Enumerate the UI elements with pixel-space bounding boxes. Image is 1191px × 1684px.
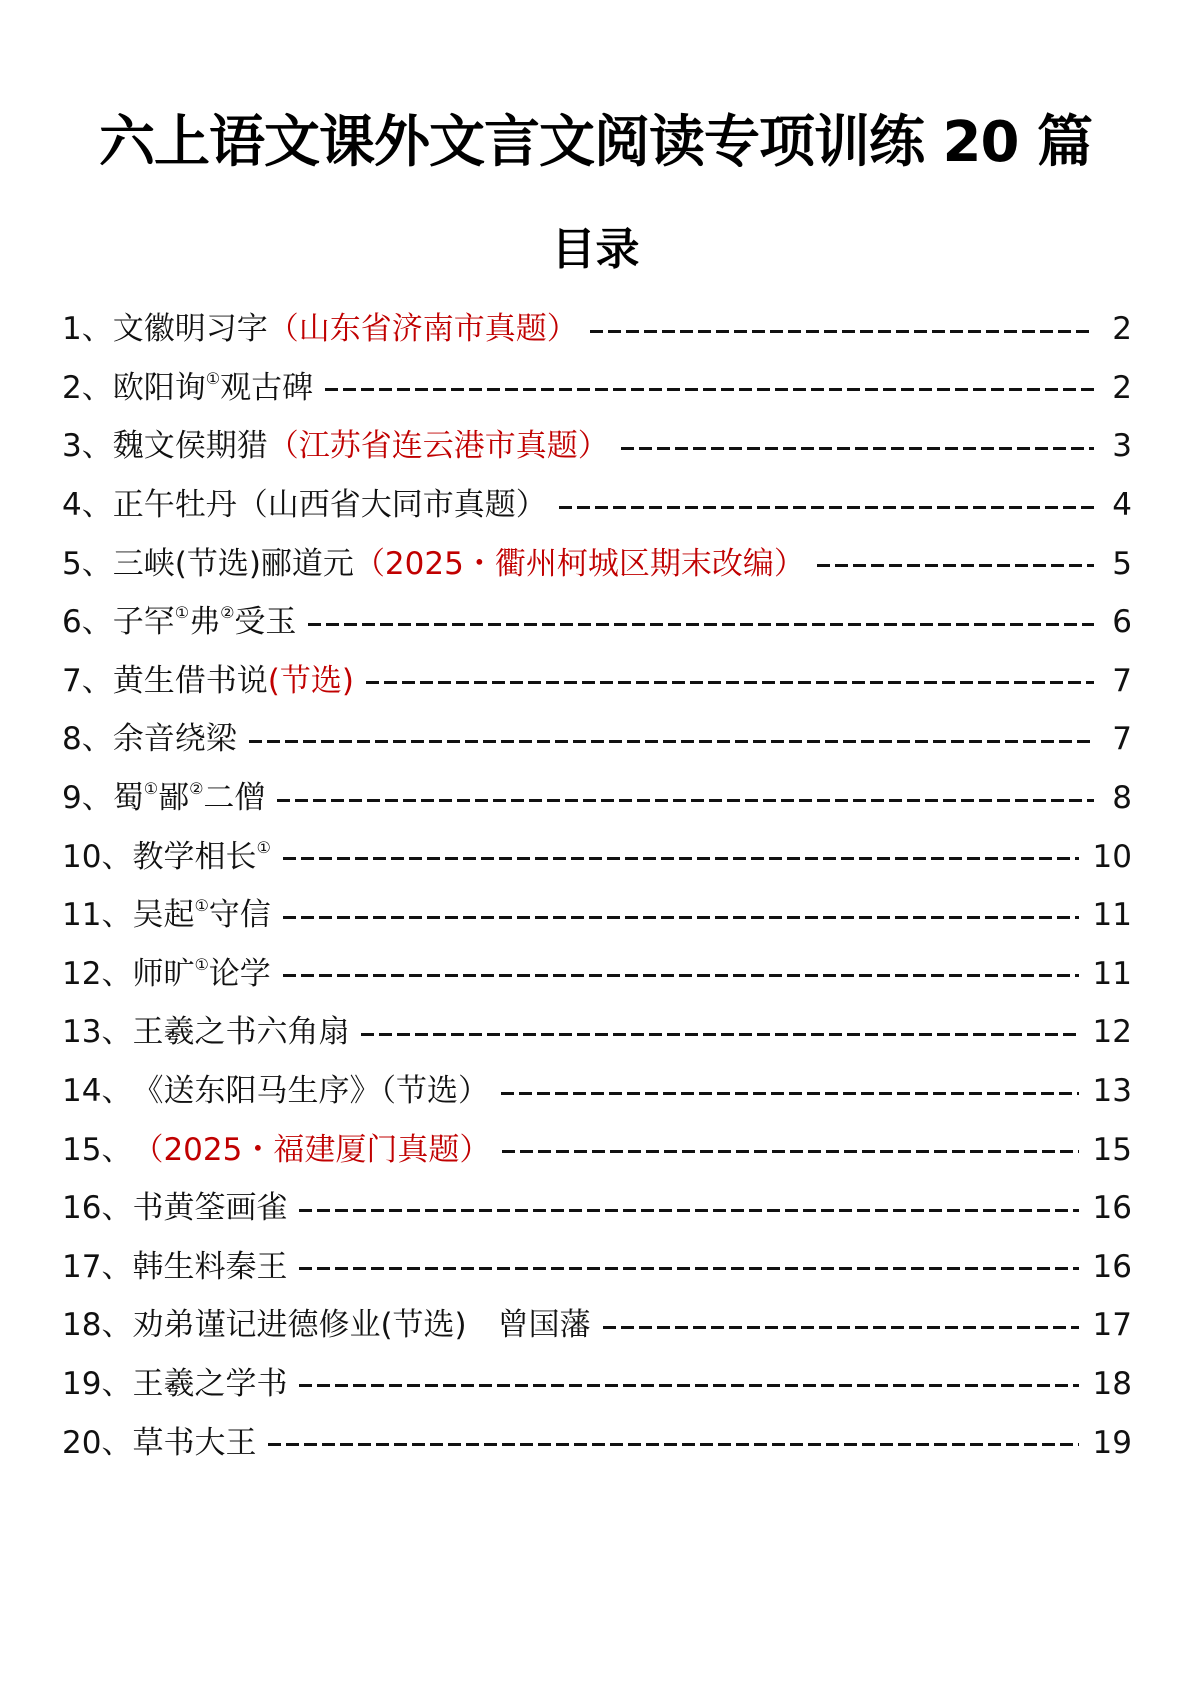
- entry-number: 1、: [62, 311, 113, 348]
- toc-entry[interactable]: [62, 534, 1132, 593]
- entry-title: [113, 544, 805, 584]
- entry-title-text: 弗: [189, 604, 221, 641]
- toc-entry[interactable]: [62, 1355, 1132, 1414]
- entry-title-text: 文徽明习字: [112, 311, 268, 348]
- entry-number: 6、: [62, 604, 113, 641]
- toc-entry[interactable]: [62, 1296, 1132, 1355]
- page-number: 4: [1112, 487, 1132, 524]
- entry-title-text: 二僧: [203, 780, 266, 817]
- footnote-marker: ①: [194, 954, 209, 974]
- dot-leader: [325, 388, 1094, 391]
- dot-leader: [283, 974, 1079, 977]
- source-note: (节选): [267, 662, 354, 699]
- page-number: 3: [1112, 428, 1132, 465]
- page-number: 15: [1092, 1131, 1132, 1168]
- toc-entry[interactable]: [62, 417, 1132, 476]
- entry-number: 7、: [62, 662, 113, 699]
- entry-number: 12、: [62, 955, 133, 992]
- dot-leader: [361, 1033, 1078, 1036]
- entry-title-text: 鄙: [158, 780, 190, 817]
- dot-leader: [308, 623, 1094, 626]
- page-number: 5: [1112, 545, 1132, 582]
- toc-entry[interactable]: [62, 1003, 1132, 1062]
- footnote-marker: ①: [256, 837, 271, 857]
- entry-number: 5、: [62, 545, 113, 582]
- entry-title-text: 王羲之学书: [132, 1365, 288, 1402]
- entry-title: [113, 426, 609, 466]
- entry-title: [113, 368, 313, 408]
- source-note: （江苏省连云港市真题）: [267, 428, 609, 465]
- dot-leader: [299, 1209, 1078, 1212]
- entry-title-text: 余音绕梁: [112, 721, 237, 758]
- entry-title-text: 草书大王: [132, 1424, 257, 1461]
- entry-title-text: 欧阳询: [112, 369, 206, 406]
- footnote-marker: ①: [174, 603, 190, 623]
- entry-number: 2、: [62, 369, 113, 406]
- footnote-marker: ①: [205, 368, 221, 388]
- page-number: 11: [1092, 897, 1132, 934]
- entry-number: 4、: [62, 487, 113, 524]
- toc-entry[interactable]: [62, 710, 1132, 769]
- toc-entry[interactable]: [62, 769, 1132, 828]
- dot-leader: [283, 916, 1079, 919]
- entry-title-text: 论学: [208, 955, 271, 992]
- entry-title-text: 书黄筌画雀: [132, 1190, 288, 1227]
- page-number: 2: [1112, 311, 1132, 348]
- toc-entry[interactable]: [62, 359, 1132, 418]
- entry-number: 17、: [62, 1248, 133, 1285]
- dot-leader: [603, 1326, 1079, 1329]
- footnote-marker: ①: [143, 779, 159, 799]
- dot-leader: [249, 740, 1094, 743]
- entry-title-text: 王羲之书六角扇: [132, 1014, 350, 1051]
- toc-entry[interactable]: [62, 652, 1132, 711]
- entry-number: 13、: [62, 1014, 133, 1051]
- entry-number: 16、: [62, 1190, 133, 1227]
- entry-title-text: 三峡(节选)郦道元: [112, 545, 354, 582]
- toc-entry[interactable]: [62, 945, 1132, 1004]
- source-note: （2025・福建厦门真题）: [132, 1131, 491, 1168]
- dot-leader: [501, 1092, 1079, 1095]
- toc-entry[interactable]: [62, 1062, 1132, 1121]
- document-title: 六上语文课外文言文阅读专项训练 20 篇: [99, 110, 1092, 175]
- entry-title-text: 受玉: [234, 604, 297, 641]
- entry-title: [113, 778, 266, 818]
- dot-leader: [366, 681, 1094, 684]
- toc-entry[interactable]: [62, 300, 1132, 359]
- entry-title-text: 子罕: [112, 604, 175, 641]
- page-number: 16: [1092, 1190, 1132, 1227]
- dot-leader: [277, 799, 1094, 802]
- page-number: 16: [1092, 1248, 1132, 1285]
- entry-number: 9、: [62, 780, 113, 817]
- entry-title-text: 劝弟谨记进德修业(节选) 曾国藩: [132, 1307, 591, 1344]
- table-of-contents: [62, 300, 1132, 1472]
- dot-leader: [817, 564, 1094, 567]
- page-number: 6: [1112, 604, 1132, 641]
- dot-leader: [590, 330, 1094, 333]
- entry-title-text: 韩生料秦王: [132, 1248, 288, 1285]
- entry-title-text: 吴起: [132, 897, 195, 934]
- toc-entry[interactable]: [62, 886, 1132, 945]
- page-number: 18: [1092, 1365, 1132, 1402]
- toc-entry[interactable]: [62, 827, 1132, 886]
- entry-title-text: 魏文侯期猎: [112, 428, 268, 465]
- page-number: 7: [1112, 721, 1132, 758]
- dot-leader: [268, 1443, 1078, 1446]
- entry-title: [132, 1130, 490, 1170]
- entry-title: [132, 837, 270, 877]
- entry-number: 8、: [62, 721, 113, 758]
- entry-title: [132, 1012, 349, 1052]
- toc-entry[interactable]: [62, 1179, 1132, 1238]
- entry-title: [113, 661, 354, 701]
- entry-title: [132, 895, 270, 935]
- entry-title-text: 正午牡丹（山西省大同市真题）: [112, 487, 547, 524]
- entry-title: [132, 954, 270, 994]
- entry-number: 3、: [62, 428, 113, 465]
- page-number: 17: [1092, 1307, 1132, 1344]
- entry-title-text: 黄生借书说: [112, 662, 268, 699]
- page-number: 10: [1092, 838, 1132, 875]
- entry-number: 18、: [62, 1307, 133, 1344]
- entry-title-text: 守信: [208, 897, 271, 934]
- page-number: 2: [1112, 369, 1132, 406]
- dot-leader: [502, 1150, 1078, 1153]
- page-number: 8: [1112, 780, 1132, 817]
- entry-title: [113, 309, 578, 349]
- toc-entry[interactable]: [62, 1120, 1132, 1179]
- source-note: （山东省济南市真题）: [267, 311, 578, 348]
- entry-number: 14、: [62, 1073, 133, 1110]
- page-number: 7: [1112, 662, 1132, 699]
- entry-number: 19、: [62, 1365, 133, 1402]
- page-number: 19: [1092, 1424, 1132, 1461]
- entry-title-text: 观古碑: [220, 369, 314, 406]
- entry-title-text: 蜀: [112, 780, 144, 817]
- entry-number: 20、: [62, 1424, 133, 1461]
- toc-entry[interactable]: [62, 476, 1132, 535]
- dot-leader: [283, 857, 1079, 860]
- entry-title-text: 教学相长: [132, 838, 257, 875]
- dot-leader: [299, 1267, 1078, 1270]
- toc-entry[interactable]: [62, 1238, 1132, 1297]
- dot-leader: [299, 1384, 1078, 1387]
- entry-title: [132, 1423, 256, 1463]
- source-note: （2025・衢州柯城区期末改编）: [353, 545, 805, 582]
- toc-entry[interactable]: [62, 593, 1132, 652]
- toc-entry[interactable]: [62, 1413, 1132, 1472]
- entry-title: [132, 1364, 287, 1404]
- entry-number: 10、: [62, 838, 133, 875]
- entry-title: [113, 719, 237, 759]
- entry-title: [132, 1305, 590, 1345]
- dot-leader: [559, 506, 1094, 509]
- toc-heading: 目录: [551, 224, 640, 275]
- page-number: 11: [1092, 955, 1132, 992]
- entry-title: [132, 1071, 489, 1111]
- entry-title: [113, 602, 297, 642]
- entry-title-text: 师旷: [132, 955, 195, 992]
- entry-title: [132, 1247, 287, 1287]
- entry-number: 11、: [62, 897, 133, 934]
- dot-leader: [621, 447, 1094, 450]
- page-number: 13: [1092, 1073, 1132, 1110]
- entry-title-text: 《送东阳马生序》（节选）: [132, 1073, 489, 1110]
- footnote-marker: ②: [189, 779, 204, 799]
- entry-number: 15、: [62, 1131, 133, 1168]
- entry-title: [113, 485, 547, 525]
- page-number: 12: [1092, 1014, 1132, 1051]
- footnote-marker: ②: [220, 603, 235, 623]
- entry-title: [132, 1188, 287, 1228]
- footnote-marker: ①: [194, 896, 209, 916]
